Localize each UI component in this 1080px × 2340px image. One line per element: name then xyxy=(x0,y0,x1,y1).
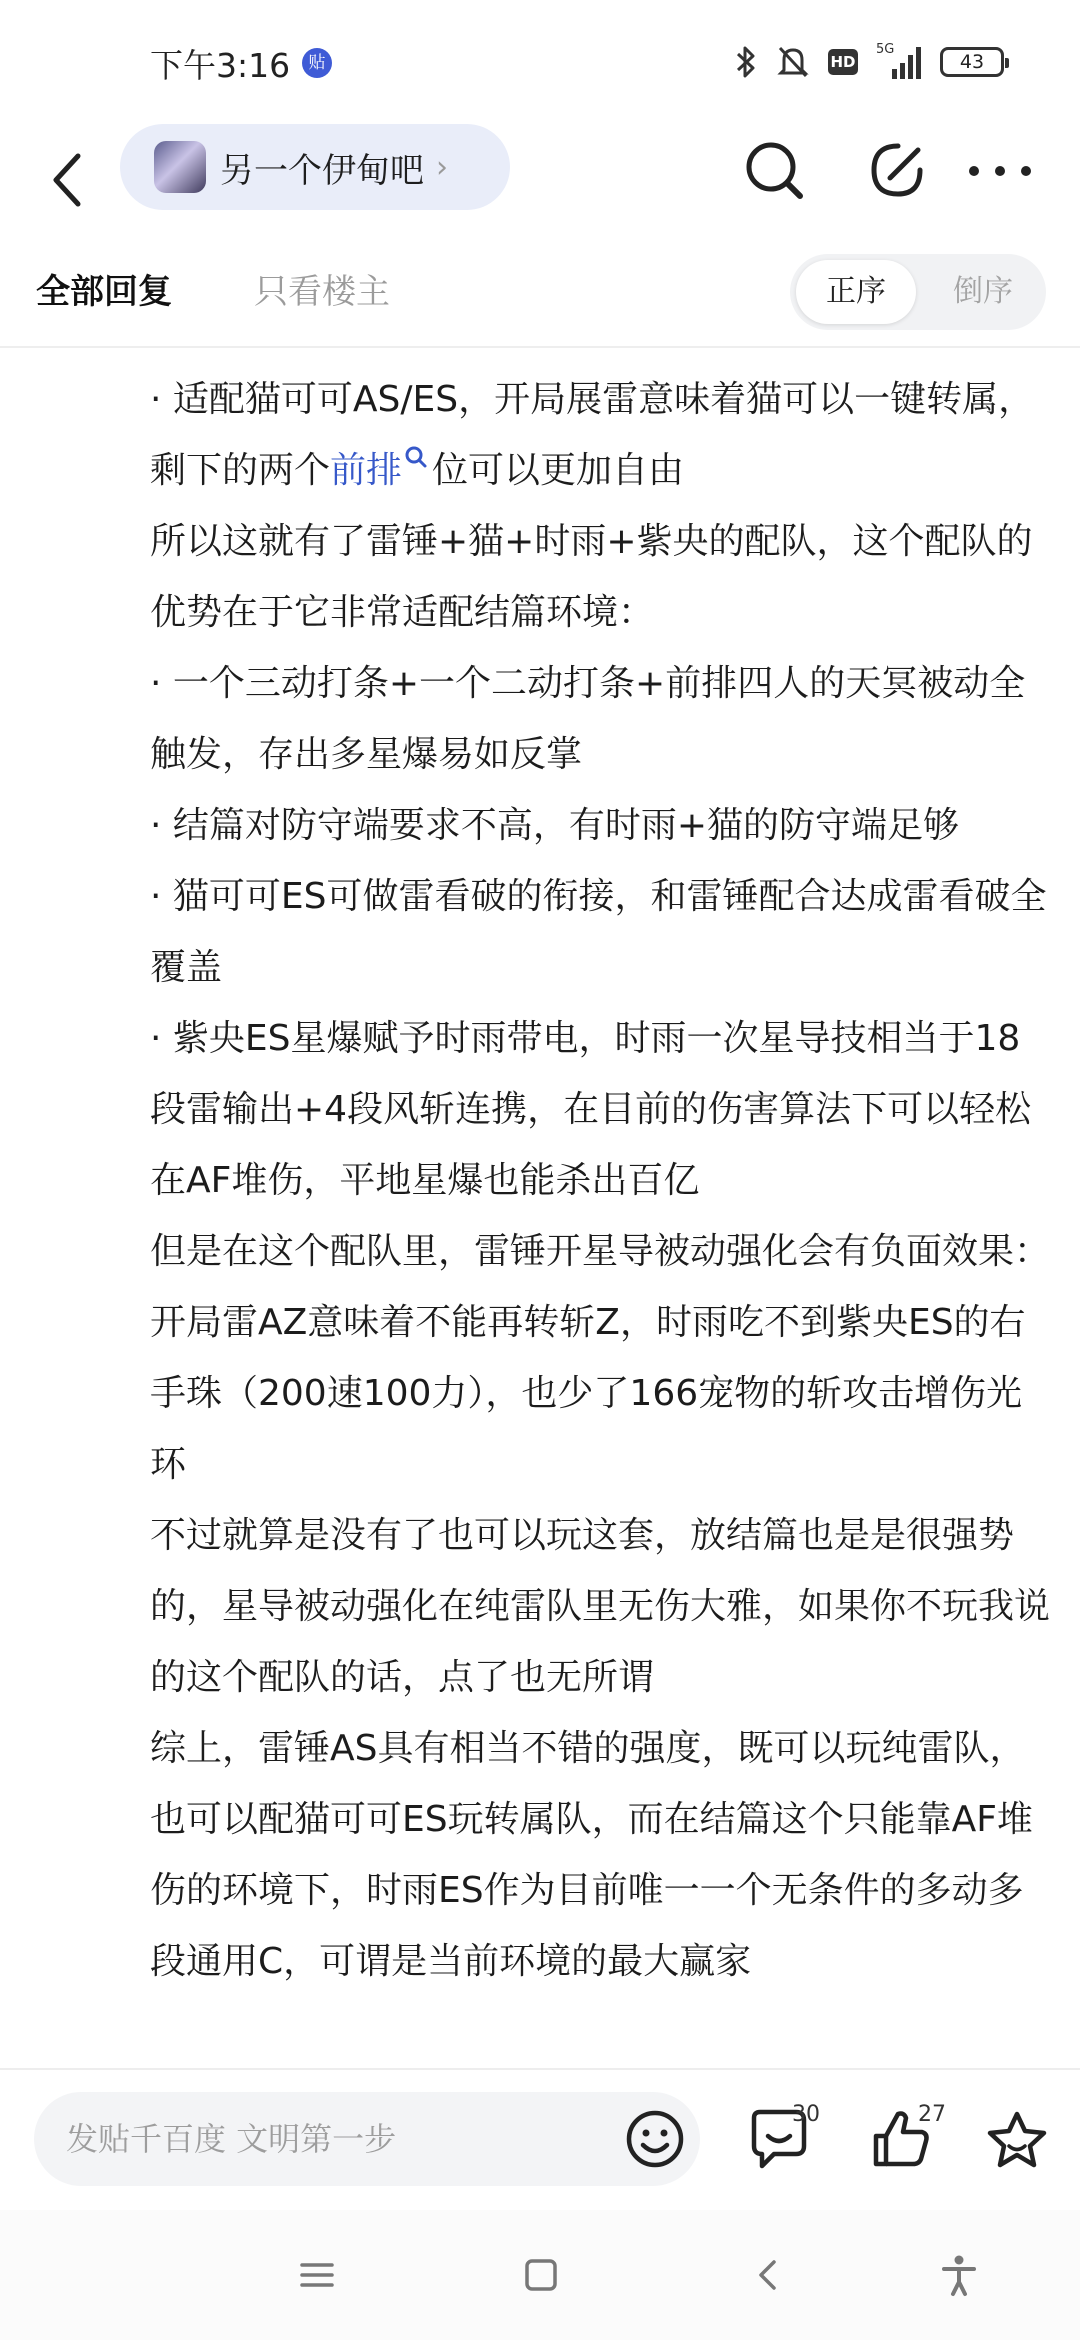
status-bar xyxy=(0,0,1080,120)
search-icon xyxy=(740,136,810,206)
edit-icon xyxy=(862,136,932,206)
menu-icon[interactable] xyxy=(292,2250,342,2300)
post-paragraph: 但是在这个配队里，雷锤开星导被动强化会有负面效果：开局雷AZ意味着不能再转斩Z，时雨吃不到紫央ES的右手珠（200速100力），也少了166宠物的斩攻击增伤光环 xyxy=(150,1231,1051,1485)
tab-op-only[interactable]: 只看楼主 xyxy=(254,272,390,312)
search-icon[interactable] xyxy=(404,445,428,469)
back-button[interactable] xyxy=(40,140,96,220)
post-paragraph: · 猫可可ES可做雷看破的衔接，和雷锤配合达成雷看破全覆盖 xyxy=(150,876,1047,988)
post-paragraph: 不过就算是没有了也可以玩这套，放结篇也是是很强势的，星导被动强化在纯雷队里无伤大雅，如果你不玩我说的这个配队的话，点了也无所谓 xyxy=(150,1515,1051,1698)
tieba-notification-badge: 贴 xyxy=(302,48,332,78)
bottom-action-bar xyxy=(0,2068,1080,2210)
hd-icon: HD xyxy=(828,49,858,75)
bluetooth-icon xyxy=(734,44,758,80)
status-icons xyxy=(734,42,1004,82)
post-paragraph: · 适配猫可可AS/ES，开局展雷意味着猫可以一键转属，剩下的两个前排 位可以更加自由 xyxy=(150,379,1035,491)
top-nav xyxy=(0,120,1080,240)
reply-input[interactable] xyxy=(34,2092,700,2186)
comment-count: 30 xyxy=(792,2102,820,2127)
like-count: 27 xyxy=(918,2102,946,2127)
keyword-link[interactable]: 前排 xyxy=(330,450,403,491)
chevron-right-icon: › xyxy=(436,149,448,185)
star-icon[interactable] xyxy=(982,2106,1052,2176)
accessibility-icon[interactable] xyxy=(934,2250,984,2300)
post-paragraph: · 结篇对防守端要求不高，有时雨+猫的防守端足够 xyxy=(150,805,960,846)
forum-entry-button[interactable] xyxy=(120,124,510,210)
post-paragraph: · 一个三动打条+一个二动打条+前排四人的天冥被动全触发，存出多星爆易如反掌 xyxy=(150,663,1026,775)
tab-all-replies[interactable]: 全部回复 xyxy=(36,272,172,312)
sort-order-toggle xyxy=(790,254,1046,330)
battery-icon: 43 xyxy=(940,47,1004,77)
post-paragraph: · 紫央ES星爆赋予时雨带电，时雨一次星导技相当于18段雷输出+4段风斩连携，在目前的伤害算法下可以轻松在AF堆伤，平地星爆也能杀出百亿 xyxy=(150,1018,1032,1201)
system-navigation-bar xyxy=(0,2210,1080,2340)
mute-bell-icon xyxy=(776,44,810,80)
forum-name: 另一个伊甸吧 xyxy=(220,150,424,191)
order-ascending-button[interactable]: 正序 xyxy=(796,260,916,324)
order-descending-button[interactable]: 倒序 xyxy=(953,274,1013,309)
edit-button[interactable] xyxy=(862,136,932,206)
post-paragraph: 综上，雷锤AS具有相当不错的强度，既可以玩纯雷队，也可以配猫可可ES玩转属队，而在结篇这个只能靠AF堆伤的环境下，时雨ES作为目前唯一一个无条件的多动多段通用C，可谓是当前环境的最大赢家 xyxy=(150,1728,1033,1982)
more-button[interactable] xyxy=(960,136,1040,206)
home-icon[interactable] xyxy=(516,2250,566,2300)
forum-avatar xyxy=(154,141,206,193)
reply-placeholder: 发贴千百度 文明第一步 xyxy=(66,2120,397,2158)
post-content xyxy=(150,364,1050,1997)
back-icon[interactable] xyxy=(744,2250,794,2300)
reply-filter-bar xyxy=(0,240,1080,348)
back-arrow-icon xyxy=(48,150,88,210)
signal-icon: 5G xyxy=(876,45,922,79)
more-icon xyxy=(960,136,1040,206)
post-paragraph: 所以这就有了雷锤+猫+时雨+紫央的配队，这个配队的优势在于它非常适配结篇环境： xyxy=(150,521,1033,633)
status-time: 下午3:16 xyxy=(150,46,291,85)
search-button[interactable] xyxy=(740,136,810,206)
emoji-icon[interactable] xyxy=(620,2104,690,2174)
